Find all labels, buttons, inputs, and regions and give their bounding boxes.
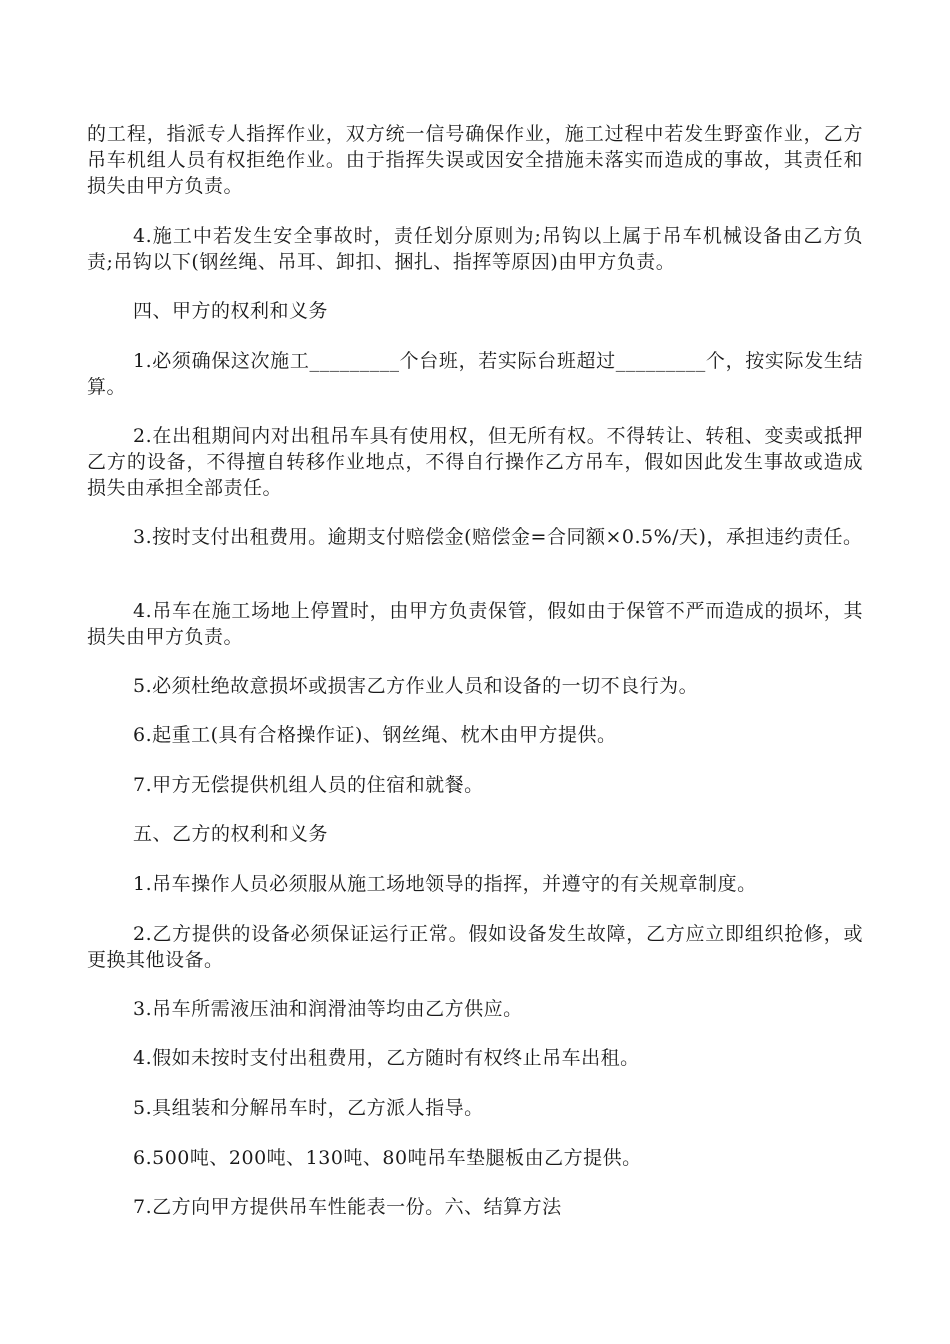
paragraph-4-item-6: 6.起重工(具有合格操作证)、钢丝绳、枕木由甲方提供。 (133, 724, 617, 746)
paragraph-5-item-5: 5.具组装和分解吊车时，乙方派人指导。 (133, 1097, 484, 1119)
paragraph-4-item-4: 4.吊车在施工场地上停置时，由甲方负责保管，假如由于保管不严而造成的损坏，其损失由甲方负责。 (87, 600, 863, 648)
paragraph-continuation: 的工程，指派专人指挥作业，双方统一信号确保作业，施工过程中若发生野蛮作业，乙方吊车机组人员有权拒绝作业。由于指挥失误或因安全措施未落实而造成的事故，其责任和损失由甲方负责。 (87, 123, 863, 197)
paragraph-4-item-3: 3.按时支付出租费用。逾期支付赔偿金(赔偿金=合同额×0.5%/天)，承担违约责任。 (133, 526, 863, 548)
paragraph-5-item-6: 6.500吨、200吨、130吨、80吨吊车垫腿板由乙方提供。 (133, 1147, 642, 1169)
section-heading-4: 四、甲方的权利和义务 (133, 300, 329, 322)
section-heading-5: 五、乙方的权利和义务 (133, 823, 329, 845)
paragraph-5-item-3: 3.吊车所需液压油和润滑油等均由乙方供应。 (133, 998, 523, 1020)
paragraph-4-item-5: 5.必须杜绝故意损坏或损害乙方作业人员和设备的一切不良行为。 (133, 675, 699, 697)
paragraph-3-item-4: 4.施工中若发生安全事故时，责任划分原则为;吊钩以上属于吊车机械设备由乙方负责;吊钩以下(钢丝绳、吊耳、卸扣、捆扎、指挥等原因)由甲方负责。 (87, 225, 863, 273)
paragraph-5-item-4: 4.假如未按时支付出租费用，乙方随时有权终止吊车出租。 (133, 1047, 640, 1069)
paragraph-5-item-2: 2.乙方提供的设备必须保证运行正常。假如设备发生故障，乙方应立即组织抢修，或更换其他设备。 (87, 923, 863, 971)
paragraph-4-item-2: 2.在出租期间内对出租吊车具有使用权，但无所有权。不得转让、转租、变卖或抵押乙方的设备，不得擅自转移作业地点，不得自行操作乙方吊车，假如因此发生事故或造成损失由承担全部责任。 (87, 425, 863, 499)
paragraph-5-item-1: 1.吊车操作人员必须服从施工场地领导的指挥，并遵守的有关规章制度。 (133, 873, 757, 895)
paragraph-4-item-1: 1.必须确保这次施工_________个台班，若实际台班超过_________个，按实际发生结算。 (87, 350, 863, 398)
paragraph-4-item-7: 7.甲方无偿提供机组人员的住宿和就餐。 (133, 774, 484, 796)
paragraph-5-item-7: 7.乙方向甲方提供吊车性能表一份。六、结算方法 (133, 1196, 562, 1218)
